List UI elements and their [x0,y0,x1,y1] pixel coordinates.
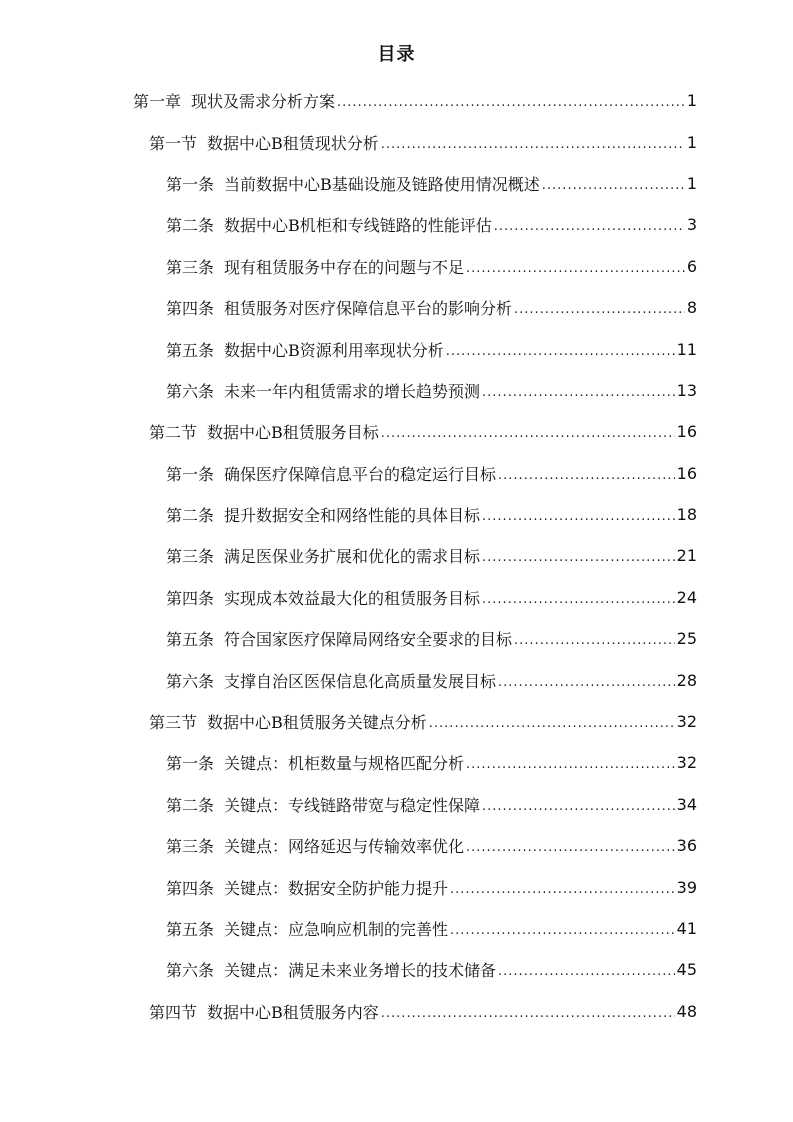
entry-number: 第三条 [166,837,215,857]
dot-leader [381,137,685,152]
toc-entry-section[interactable] [0,701,697,742]
entry-number: 第五条 [166,340,215,360]
entry-title: 数据中心B租赁服务目标 [207,423,379,443]
dot-leader [466,757,675,772]
toc-entry-article[interactable] [0,163,697,204]
toc-list [0,80,793,1032]
entry-number: 第四条 [166,588,215,608]
entry-number: 第六条 [166,671,215,691]
entry-number: 第一条 [166,754,215,774]
dot-leader [542,178,685,193]
dot-leader [429,716,675,731]
toc-entry-chapter[interactable] [0,80,697,121]
page-number: 45 [676,960,697,980]
dot-leader [498,468,675,483]
entry-number: 第一条 [166,464,215,484]
entry-title: 支撑自治区医保信息化高质量发展目标 [224,671,497,691]
page-number: 39 [676,877,697,897]
toc-entry-article[interactable] [0,908,697,949]
dot-leader [514,302,685,317]
dot-leader [482,509,675,524]
toc-entry-article[interactable] [0,577,697,618]
entry-title: 数据中心B租赁现状分析 [207,133,379,153]
page-number: 8 [686,298,697,318]
entry-number: 第二节 [149,423,198,443]
toc-entry-article[interactable] [0,453,697,494]
entry-title: 提升数据安全和网络性能的具体目标 [224,506,481,526]
entry-title: 现有租赁服务中存在的问题与不足 [224,257,465,277]
entry-title: 关键点：机柜数量与规格匹配分析 [224,754,465,774]
page-number: 41 [676,919,697,938]
entry-title: 数据中心B租赁服务关键点分析 [207,713,427,733]
dot-leader [482,592,675,607]
dot-leader [498,675,675,690]
entry-title: 实现成本效益最大化的租赁服务目标 [224,588,481,608]
page-number: 11 [676,339,697,359]
entry-title: 数据中心B机柜和专线链路的性能评估 [224,216,492,236]
entry-title: 满足医保业务扩展和优化的需求目标 [224,547,481,567]
entry-number: 第三条 [166,547,215,567]
entry-number: 第四条 [166,878,215,898]
entry-number: 第四条 [166,299,215,319]
entry-title: 现状及需求分析方案 [191,92,336,112]
entry-number: 第四节 [149,1002,198,1022]
entry-number: 第一章 [133,92,182,112]
page-number: 16 [676,422,697,442]
entry-title: 关键点：满足未来业务增长的技术储备 [224,961,497,981]
dot-leader [450,882,675,897]
entry-title: 关键点：专线链路带宽与稳定性保障 [224,795,481,815]
entry-title: 关键点：应急响应机制的完善性 [224,920,449,939]
toc-entry-section[interactable] [0,121,697,162]
dot-leader [482,550,675,565]
toc-entry-article[interactable] [0,246,697,287]
toc-entry-article[interactable] [0,618,697,659]
dot-leader [466,261,685,276]
page-number: 1 [686,91,697,111]
entry-title: 确保医疗保障信息平台的稳定运行目标 [224,464,497,484]
dot-leader [381,426,675,441]
toc-entry-article[interactable] [0,949,697,990]
page-number: 48 [676,1001,697,1021]
page-number: 36 [676,836,697,856]
toc-entry-section[interactable] [0,991,697,1032]
page-number: 32 [676,712,697,732]
toc-entry-article[interactable] [0,287,697,328]
entry-number: 第一节 [149,133,198,153]
page-title: 目录 [377,44,416,65]
page-number: 1 [686,173,697,193]
entry-number: 第五条 [166,630,215,650]
entry-number: 第三节 [149,713,198,733]
page-number: 18 [676,505,697,525]
toc-entry-article[interactable] [0,494,697,535]
entry-title: 数据中心B资源利用率现状分析 [224,340,444,360]
page-number: 13 [676,380,697,400]
toc-entry-article[interactable] [0,370,697,411]
entry-number: 第六条 [166,381,215,401]
entry-number: 第一条 [166,174,215,194]
entry-title: 当前数据中心B基础设施及链路使用情况概述 [224,174,540,194]
page-number: 3 [686,215,697,235]
page-number: 6 [686,256,697,276]
entry-title: 未来一年内租赁需求的增长趋势预测 [224,381,481,401]
entry-number: 第六条 [166,961,215,981]
page-number: 1 [686,132,697,152]
toc-entry-article[interactable] [0,204,697,245]
toc-entry-article[interactable] [0,535,697,576]
dot-leader [482,799,675,814]
page-number: 16 [676,463,697,483]
entry-number: 第二条 [166,506,215,526]
entry-number: 第二条 [166,795,215,815]
toc-entry-article[interactable] [0,328,697,369]
entry-title: 符合国家医疗保障局网络安全要求的目标 [224,630,513,650]
toc-entry-article[interactable] [0,825,697,866]
dot-leader [498,964,675,979]
entry-number: 第五条 [166,920,215,939]
entry-number: 第二条 [166,216,215,236]
entry-number: 第三条 [166,257,215,277]
dot-leader [381,1006,675,1021]
page-number: 21 [676,546,697,566]
toc-entry-article[interactable] [0,659,697,700]
page-number: 25 [676,629,697,649]
toc-entry-article[interactable] [0,784,697,825]
page-number: 32 [676,753,697,773]
page-number: 34 [676,794,697,814]
entry-title: 关键点：网络延迟与传输效率优化 [224,837,465,857]
dot-leader [514,633,675,648]
dot-leader [450,923,675,938]
entry-title: 关键点：数据安全防护能力提升 [224,878,449,898]
page-number: 24 [676,587,697,607]
dot-leader [337,95,685,110]
toc-entry-section[interactable] [0,411,697,452]
entry-title: 数据中心B租赁服务内容 [207,1002,379,1022]
dot-leader [494,219,685,234]
dot-leader [482,385,675,400]
toc-entry-article[interactable] [0,866,697,907]
dot-leader [446,344,675,359]
toc-entry-article[interactable] [0,742,697,783]
dot-leader [466,840,675,855]
page-number: 28 [676,670,697,690]
entry-title: 租赁服务对医疗保障信息平台的影响分析 [224,299,513,319]
